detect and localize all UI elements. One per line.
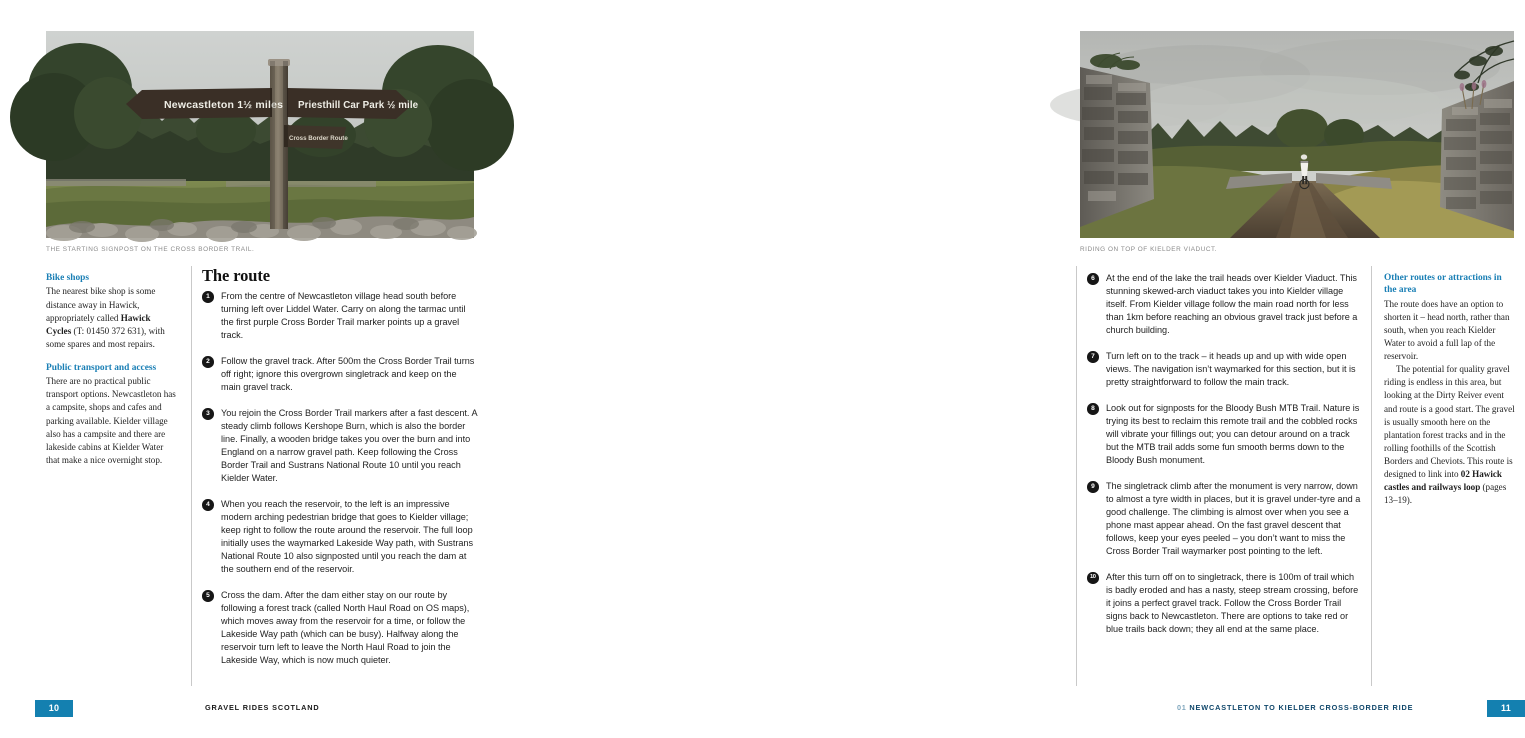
footer-book-title: GRAVEL RIDES SCOTLAND bbox=[205, 703, 320, 712]
signpost-photo-artwork bbox=[46, 31, 474, 238]
route-step bbox=[202, 290, 477, 342]
route-step-text: Look out for signposts for the Bloody Bush MTB Trail. Nature is trying its best to reclaim this remote trail and the cobbled rocks will vibrate your fillings out; you can detour around on a track but the MTB trail adds some fun smooth berms down to the Bloody Bush monument. bbox=[1106, 402, 1360, 466]
viaduct-photo-artwork bbox=[1080, 31, 1514, 238]
route-step-text: Cross the dam. After the dam either stay on our route by following a forest track (called North Haul Road on OS maps), which moves away from the reservoir for a time, or follow the Lakeside Way path (which can be busy). Halfway along the reservoir turn left to leave the North Haul Road to join the Lakeside Way, which is now much quieter. bbox=[221, 589, 470, 666]
route-step-number: 9 bbox=[1087, 481, 1099, 493]
route-step-number: 5 bbox=[202, 590, 214, 602]
sidebar-block-public-transport bbox=[46, 362, 178, 467]
route-step-number: 10 bbox=[1087, 572, 1099, 584]
left-page bbox=[0, 0, 520, 738]
route-step bbox=[202, 589, 477, 668]
svg-text:Priesthill Car Park ½ mile: Priesthill Car Park ½ mile bbox=[298, 100, 419, 111]
left-photo-caption: THE STARTING SIGNPOST ON THE CROSS BORDER TRAIL. bbox=[46, 246, 255, 253]
route-step-text: After this turn off on to singletrack, there is 100m of trail which is badly eroded and has a nasty, steep stream crossing, before it joins a perfect gravel track. Follow the Cross Border Trail signs back to Newcastleton. There are options to take red or blue trails back down; they all end at the same place. bbox=[1106, 571, 1359, 635]
route-step-text: At the end of the lake the trail heads over Kielder Viaduct. This stunning skewed-arch viaduct takes you into Kielder village itself. From Kielder village follow the main road north for less than 1km before reaching an obvious gravel track just before a church building. bbox=[1106, 273, 1358, 336]
route-steps-right bbox=[1087, 272, 1362, 636]
route-step-text: From the centre of Newcastleton village head south before turning left over Liddel Water. Carry on along the tarmac until the first purple Cross Border Trail marker points up a gravel track. bbox=[221, 291, 466, 341]
route-step-number: 2 bbox=[202, 356, 214, 368]
right-sidebar bbox=[1384, 272, 1515, 507]
route-step-text: Turn left on to the track – it heads up and up with wide open views. The navigation isn’t waymarked for this section, but it is pretty straightforward to follow the main track. bbox=[1106, 350, 1356, 388]
route-step-number: 1 bbox=[202, 291, 214, 303]
body-text: The nearest bike shop is some distance away in Hawick, appropriately called bbox=[46, 286, 156, 323]
emphasis-text: Hawick Cycles bbox=[46, 312, 151, 336]
viaduct-photo bbox=[1080, 31, 1514, 238]
svg-text:Newcastleton 1½ miles: Newcastleton 1½ miles bbox=[164, 99, 284, 111]
footer-route-name: NEWCASTLETON TO KIELDER CROSS-BORDER RIDE bbox=[1189, 703, 1414, 712]
route-step-text: You rejoin the Cross Border Trail markers after a fast descent. A steady climb follows Kershope Burn, which is also the border line. Finally, a wooden bridge takes you over the burn and into England on a narrow gravel path. Keep following the Cross Border Trail and Sustrans National Route 10 until you reach Kielder Water. bbox=[221, 407, 478, 484]
route-step bbox=[1087, 402, 1362, 467]
route-step-number: 6 bbox=[1087, 273, 1099, 285]
route-step-number: 7 bbox=[1087, 351, 1099, 363]
route-step-number: 8 bbox=[1087, 403, 1099, 415]
route-step-text: Follow the gravel track. After 500m the Cross Border Trail turns off right; ignore this overgrown singletrack and keep on the main gravel track. bbox=[221, 355, 475, 393]
right-page bbox=[520, 0, 1515, 738]
route-step bbox=[1087, 571, 1362, 636]
body-text: (pages 13–19). bbox=[1384, 482, 1507, 506]
sidebar-paragraph-other-routes-2 bbox=[1384, 363, 1515, 507]
right-column-rule bbox=[1076, 266, 1077, 686]
sidebar-heading-other-routes: Other routes or attractions in the area bbox=[1384, 273, 1502, 296]
route-step bbox=[202, 355, 477, 394]
route-step-text: The singletrack climb after the monument is very narrow, down to almost a tyre width in places, but it is gravel under-tyre and a good challenge. The climbing is almost over when you see a phone mast appear ahead. On the fast gravel descent that follows, keep your eyes peeled – you don’t want to miss the Cross Border Trail waymarker post pointing to the left. bbox=[1106, 480, 1361, 557]
route-step bbox=[1087, 480, 1362, 559]
footer-route-title bbox=[1177, 703, 1413, 712]
route-step bbox=[202, 498, 477, 577]
route-steps-left bbox=[202, 290, 477, 667]
footer-route-number: 01 bbox=[1177, 703, 1187, 712]
body-text: There are no practical public transport options. Newcastleton has a campsite, shops and cafes and parking available. Kielder village also has a campsite and there are lakeside cabins at Kielder Water that make a nice overnight stop. bbox=[46, 376, 176, 465]
sidebar-paragraph-bike-shops bbox=[46, 285, 178, 350]
sidebar-heading-public-transport: Public transport and access bbox=[46, 362, 157, 373]
route-column-right bbox=[1087, 272, 1362, 636]
sidebar-block-other-routes bbox=[1384, 272, 1515, 507]
left-sidebar bbox=[46, 272, 178, 467]
body-text: The potential for quality gravel riding is endless in this area, but looking at the Dirty Reiver event and route is a good start. The gravel is usually smooth here on the plantation forest tracks and in the rolling foothills of the Scottish Borders and Cheviots. This route is designed to link into bbox=[1384, 364, 1515, 480]
route-heading: The route bbox=[202, 266, 271, 285]
sidebar-block-bike-shops bbox=[46, 272, 178, 351]
sidebar-paragraph-other-routes-1 bbox=[1384, 298, 1515, 363]
right-sidebar-rule bbox=[1371, 266, 1372, 686]
signpost-photo bbox=[46, 31, 474, 238]
right-photo-caption: RIDING ON TOP OF KIELDER VIADUCT. bbox=[1080, 246, 1218, 253]
body-text: (T: 01450 372 631), with some spares and most repairs. bbox=[46, 325, 165, 349]
body-text: The route does have an option to shorten it – head north, rather than south, when you reach Kielder Water to avoid a full lap of the reservoir. bbox=[1384, 298, 1510, 362]
page-number-badge-left: 10 bbox=[35, 700, 73, 717]
svg-text:Cross Border Route: Cross Border Route bbox=[289, 135, 348, 142]
sidebar-heading-bike-shops: Bike shops bbox=[46, 273, 89, 283]
route-step bbox=[1087, 272, 1362, 337]
route-step bbox=[1087, 350, 1362, 389]
route-step-text: When you reach the reservoir, to the left is an impressive modern arching pedestrian bridge that goes to Kielder village; keep right to follow the route around the reservoir. The full loop initially uses the waymarked Lakeside Way path, with Sustrans National Route 10 also signposted until you reach the dam at the southern end of the reservoir. bbox=[221, 498, 474, 575]
route-column-left bbox=[202, 266, 477, 667]
emphasis-text: 02 Hawick castles and railways loop bbox=[1384, 469, 1502, 493]
sidebar-paragraph-public-transport bbox=[46, 375, 178, 467]
left-column-rule bbox=[191, 266, 192, 686]
route-step-number: 4 bbox=[202, 499, 214, 511]
page-number-badge-right: 11 bbox=[1487, 700, 1525, 717]
route-step-number: 3 bbox=[202, 408, 214, 420]
route-step bbox=[202, 407, 477, 486]
